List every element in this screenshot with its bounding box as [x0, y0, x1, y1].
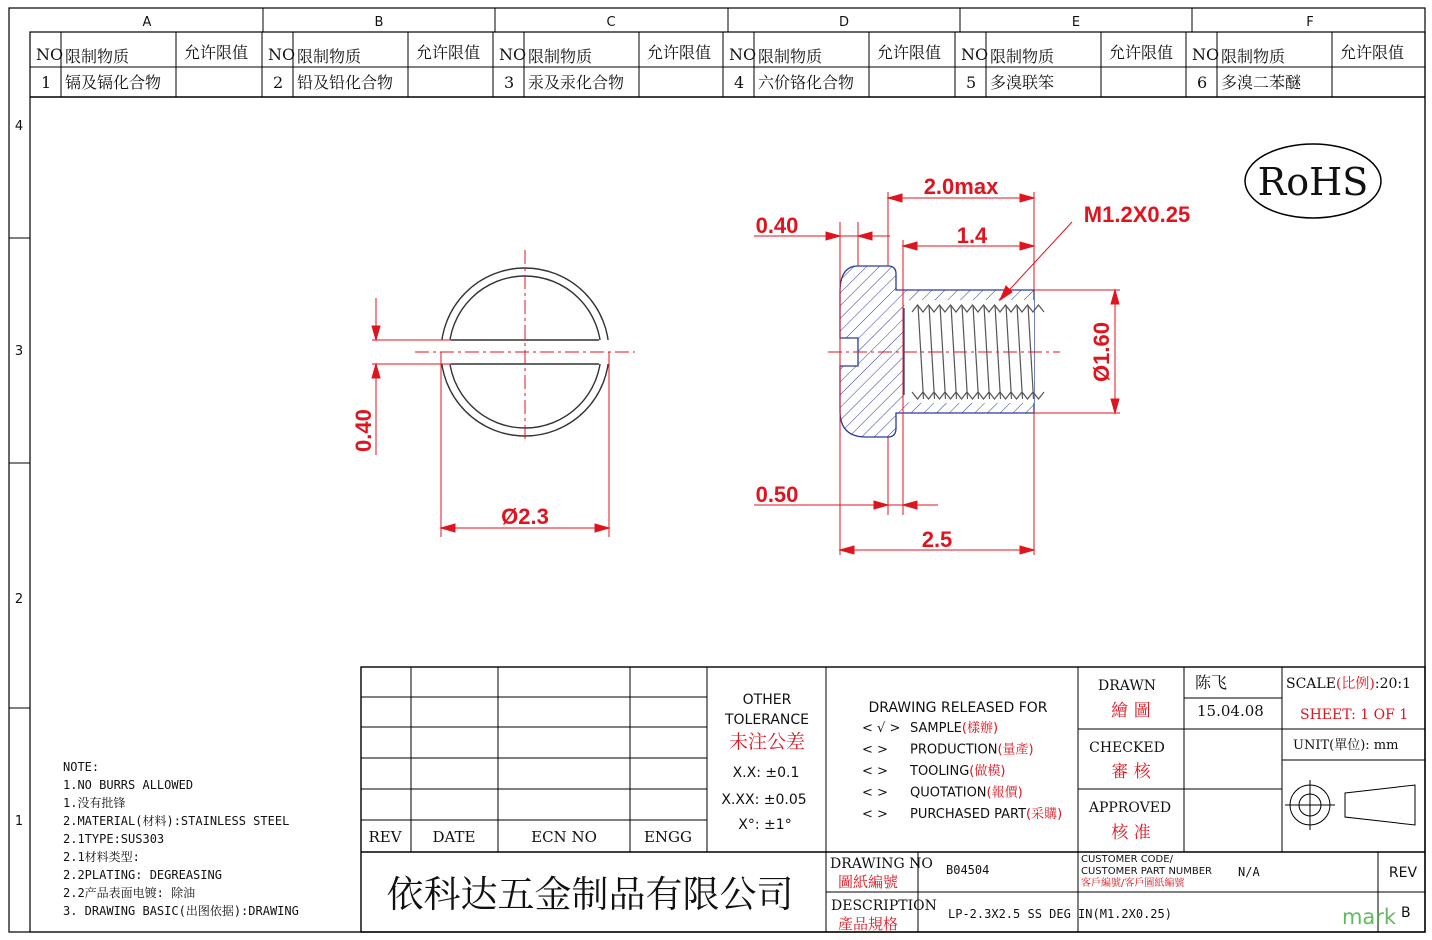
- dim-undercut: 0.50: [755, 482, 799, 507]
- note-line: 2.2PLATING: DEGREASING: [63, 868, 222, 882]
- rev-box-label: REV: [1388, 865, 1418, 881]
- unit-info: UNIT(單位): mm: [1293, 738, 1399, 753]
- dim-thread-length: 1.4: [956, 223, 988, 248]
- checked-label: CHECKED: [1089, 740, 1165, 756]
- dim-slot-width: 0.40: [351, 409, 376, 452]
- restricted-hdr-substance: 限制物质: [758, 47, 823, 66]
- restricted-hdr-limit: 允许限值: [877, 43, 942, 62]
- release-checkbox[interactable]: < >: [862, 785, 888, 801]
- restricted-substances-table: [30, 32, 1425, 97]
- drawn-label: DRAWN: [1098, 678, 1156, 694]
- zone-col-a: A: [142, 15, 152, 30]
- restricted-hdr-limit: 允许限值: [1340, 43, 1405, 62]
- drawn-cn: 繪 圖: [1111, 701, 1151, 721]
- release-option: PRODUCTION(量產): [910, 742, 1034, 758]
- note-line: 3. DRAWING BASIC(出图依据):DRAWING: [63, 904, 299, 918]
- scale-label: SCALE(比例):20:1: [1286, 676, 1412, 692]
- projection-symbol-icon: [1285, 780, 1415, 830]
- description-value: LP-2.3X2.5 SS DEG IN(M1.2X0.25): [948, 907, 1172, 921]
- description-cn: 產品規格: [838, 915, 899, 933]
- restricted-hdr-no: NO: [36, 45, 64, 64]
- restricted-hdr-limit: 允许限值: [184, 43, 249, 62]
- dim-head-diameter: Ø2.3: [501, 504, 549, 529]
- release-checkbox[interactable]: < >: [862, 742, 888, 758]
- checked-cn: 審 核: [1111, 762, 1151, 782]
- sheet-info: SHEET: 1 OF 1: [1300, 707, 1409, 723]
- note-line: 2.1材料类型:: [63, 850, 140, 864]
- dim-thread-spec: M1.2X0.25: [1083, 202, 1191, 227]
- restricted-hdr-substance: 限制物质: [528, 47, 593, 66]
- zone-row-2: 2: [14, 592, 24, 607]
- tolerance-line-1: OTHER: [742, 692, 792, 708]
- zone-col-f: F: [1306, 15, 1314, 30]
- zone-col-b: B: [374, 15, 384, 30]
- dim-head-thickness-max: 2.0max: [923, 174, 999, 199]
- tolerance-line-2: TOLERANCE: [724, 712, 810, 728]
- restricted-hdr-no: NO: [499, 45, 527, 64]
- restricted-item-substance: 铅及铅化合物: [297, 73, 394, 92]
- release-option: QUOTATION(報價): [910, 785, 1023, 801]
- restricted-hdr-limit: 允许限值: [647, 43, 712, 62]
- note-line: NOTE:: [63, 760, 100, 774]
- release-checkbox[interactable]: < >: [862, 764, 888, 779]
- customer-code-cn: 客戶編號/客戶圖紙編號: [1081, 878, 1185, 889]
- restricted-item-substance: 多溴二苯醚: [1221, 73, 1302, 92]
- customer-code-l2: CUSTOMER PART NUMBER: [1081, 866, 1212, 877]
- dim-overall-length: 2.5: [921, 527, 953, 552]
- notes-block: [63, 760, 299, 918]
- restricted-item-no: 4: [734, 73, 745, 92]
- zone-col-d: D: [838, 15, 850, 30]
- restricted-hdr-limit: 允许限值: [416, 43, 481, 62]
- note-line: 2.MATERIAL(材料):STAINLESS STEEL: [63, 814, 290, 828]
- ecn-header: ECN NO: [531, 828, 597, 846]
- rohs-label: RoHS: [1257, 160, 1369, 204]
- restricted-item-substance: 六价铬化合物: [758, 73, 855, 92]
- tolerance-xxx: X.XX: ±0.05: [721, 792, 807, 808]
- restricted-item-no: 5: [966, 73, 977, 92]
- zone-col-e: E: [1071, 15, 1081, 30]
- restricted-item-substance: 镉及镉化合物: [65, 73, 162, 92]
- restricted-hdr-no: NO: [268, 45, 296, 64]
- restricted-hdr-no: NO: [729, 45, 757, 64]
- outer-border: [9, 8, 1425, 932]
- zone-row-4: 4: [14, 119, 24, 134]
- restricted-hdr-substance: 限制物质: [297, 47, 362, 66]
- drawn-date: 15.04.08: [1197, 702, 1264, 720]
- engg-header: ENGG: [643, 828, 693, 846]
- tolerance-angle: X°: ±1°: [738, 817, 792, 833]
- customer-code-l1: CUSTOMER CODE/: [1081, 854, 1173, 865]
- restricted-hdr-substance: 限制物质: [990, 47, 1055, 66]
- note-line: 2.1TYPE:SUS303: [63, 832, 165, 846]
- restricted-item-substance: 多溴联笨: [990, 73, 1055, 92]
- drawing-no-label: DRAWING NO: [830, 856, 933, 872]
- restricted-item-no: 6: [1197, 73, 1208, 92]
- note-line: 2.2产品表面电镀: 除油: [63, 886, 196, 900]
- approved-label: APPROVED: [1088, 800, 1172, 816]
- restricted-hdr-limit: 允许限值: [1109, 43, 1174, 62]
- restricted-item-no: 1: [41, 73, 52, 92]
- zone-col-c: C: [606, 15, 616, 30]
- tolerance-xx: X.X: ±0.1: [732, 765, 800, 781]
- restricted-hdr-no: NO: [1192, 45, 1220, 64]
- company-name: 依科达五金制品有限公司: [386, 873, 794, 916]
- zone-row-3: 3: [14, 344, 24, 359]
- front-dimensions: [372, 298, 609, 537]
- description-label: DESCRIPTION: [831, 898, 937, 914]
- restricted-item-no: 2: [273, 73, 284, 92]
- watermark: mark: [1341, 905, 1397, 929]
- customer-code-value: N/A: [1238, 865, 1260, 879]
- drawn-by: 陈飞: [1195, 673, 1228, 692]
- tolerance-cn: 未注公差: [728, 731, 806, 753]
- dim-slot-depth: 0.40: [755, 213, 799, 238]
- restricted-hdr-substance: 限制物质: [65, 47, 130, 66]
- restricted-hdr-substance: 限制物质: [1221, 47, 1286, 66]
- release-checkbox[interactable]: < >: [862, 807, 888, 822]
- dim-thread-diameter: Ø1.60: [1089, 322, 1114, 382]
- zone-row-1: 1: [14, 814, 24, 829]
- drawing-no-cn: 圖紙編號: [838, 873, 899, 891]
- restricted-item-substance: 汞及汞化合物: [528, 73, 625, 92]
- note-line: 1.没有批锋: [63, 796, 126, 810]
- release-title: DRAWING RELEASED FOR: [868, 700, 1048, 716]
- release-option: TOOLING(做模): [910, 764, 1006, 779]
- restricted-item-no: 3: [504, 73, 515, 92]
- drawing-no-value: B04504: [946, 863, 990, 877]
- rev-box-value: B: [1401, 905, 1411, 921]
- approved-cn: 核 准: [1111, 823, 1151, 843]
- restricted-hdr-no: NO: [961, 45, 989, 64]
- note-line: 1.NO BURRS ALLOWED: [63, 778, 194, 792]
- rev-header: REV: [368, 828, 402, 846]
- release-option: SAMPLE(樣辦): [910, 721, 999, 736]
- date-header: DATE: [432, 828, 476, 846]
- release-checkbox[interactable]: < √ >: [862, 721, 901, 736]
- release-option: PURCHASED PART(采購): [910, 807, 1063, 822]
